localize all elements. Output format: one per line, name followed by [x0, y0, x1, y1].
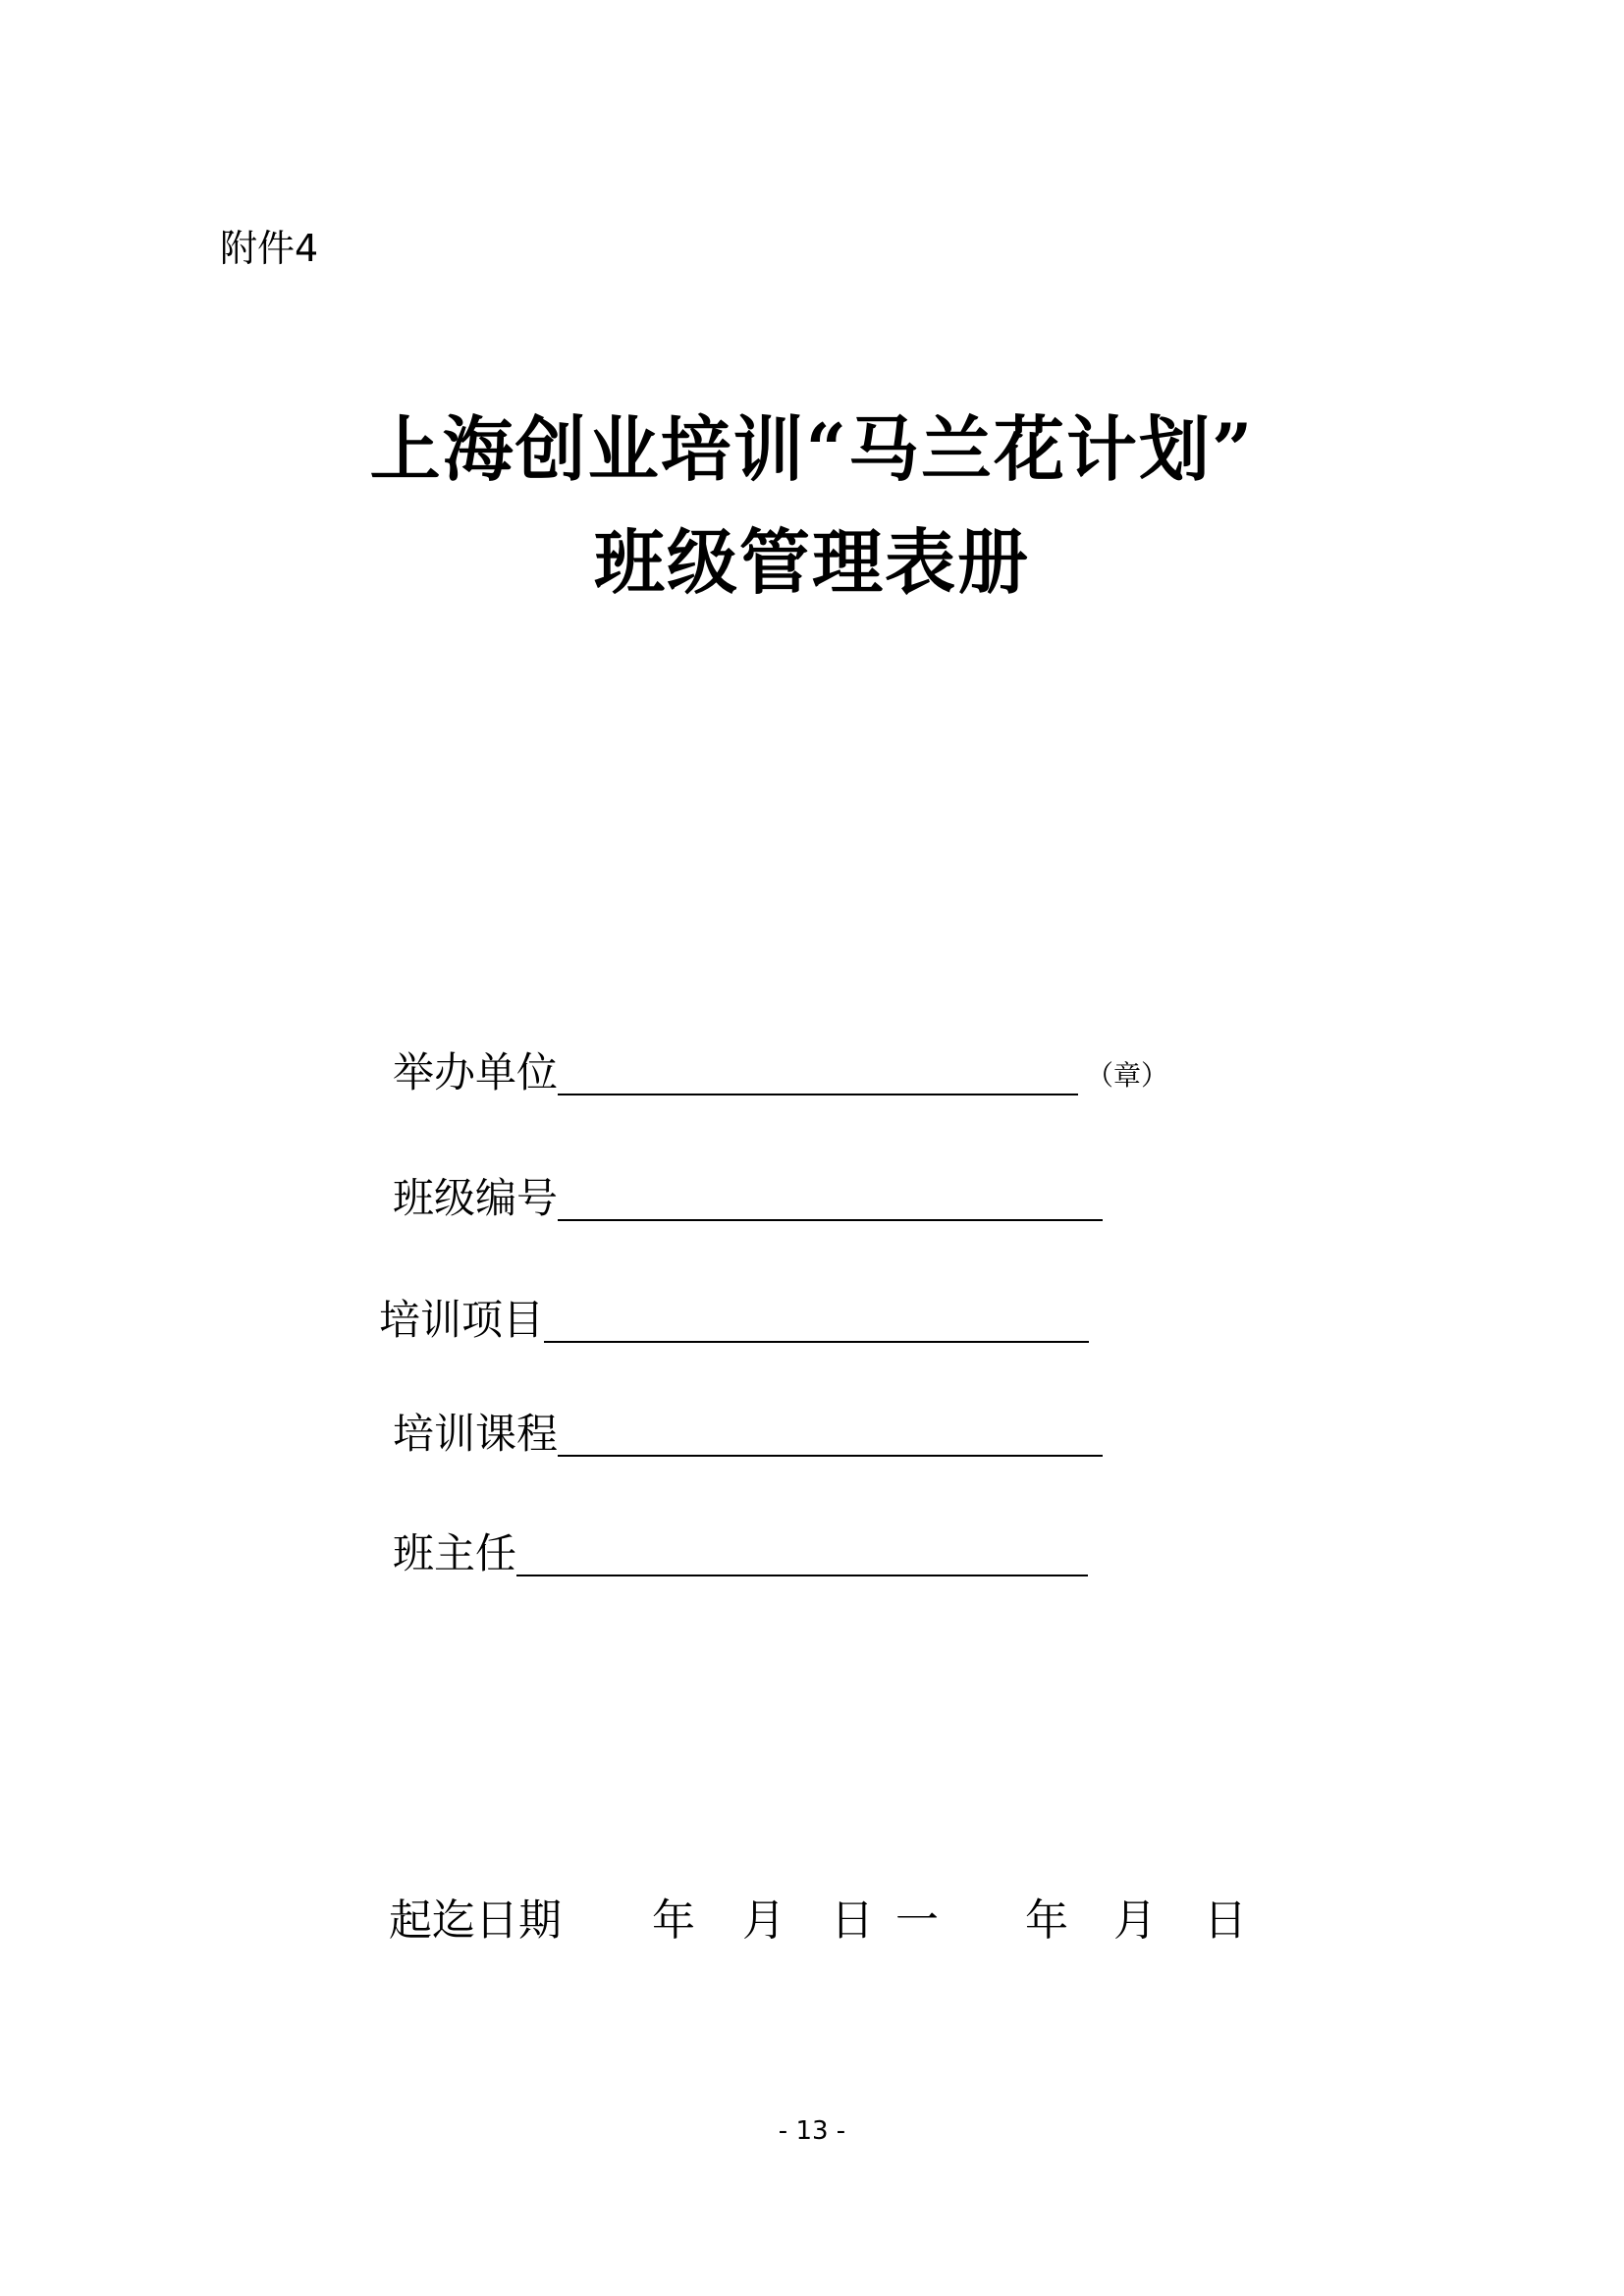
document-title-line1: 上海创业培训“马兰花计划”: [369, 407, 1255, 491]
date-range-dash: 一: [895, 1896, 939, 1946]
organizer-label: 举办单位: [393, 1048, 559, 1096]
date-range-label: 起迄日期: [389, 1896, 562, 1946]
organizer-field: [393, 1041, 1168, 1099]
start-year-unit: 年: [652, 1896, 695, 1946]
class-number-label: 班级编号: [393, 1174, 559, 1222]
training-project-blank[interactable]: [544, 1306, 1089, 1343]
head-teacher-blank[interactable]: [516, 1539, 1088, 1576]
class-number-blank[interactable]: [558, 1184, 1103, 1221]
start-month-unit: 月: [742, 1896, 785, 1946]
seal-note: （章）: [1086, 1059, 1169, 1092]
head-teacher-field: [393, 1522, 1088, 1580]
training-project-field: [379, 1288, 1089, 1347]
end-day-unit: 日: [1204, 1896, 1247, 1946]
attachment-label: 附件4: [220, 227, 319, 270]
head-teacher-label: 班主任: [393, 1529, 517, 1577]
end-month-unit: 月: [1113, 1896, 1157, 1946]
training-project-label: 培训项目: [379, 1296, 545, 1344]
training-course-blank[interactable]: [558, 1419, 1103, 1457]
document-title-line2: 班级管理表册: [593, 520, 1030, 604]
training-course-label: 培训课程: [393, 1410, 559, 1458]
start-day-unit: 日: [831, 1896, 874, 1946]
end-year-unit: 年: [1025, 1896, 1068, 1946]
class-number-field: [393, 1166, 1103, 1225]
training-course-field: [393, 1402, 1103, 1461]
organizer-blank[interactable]: [558, 1058, 1078, 1095]
page-number: - 13 -: [778, 2116, 846, 2146]
